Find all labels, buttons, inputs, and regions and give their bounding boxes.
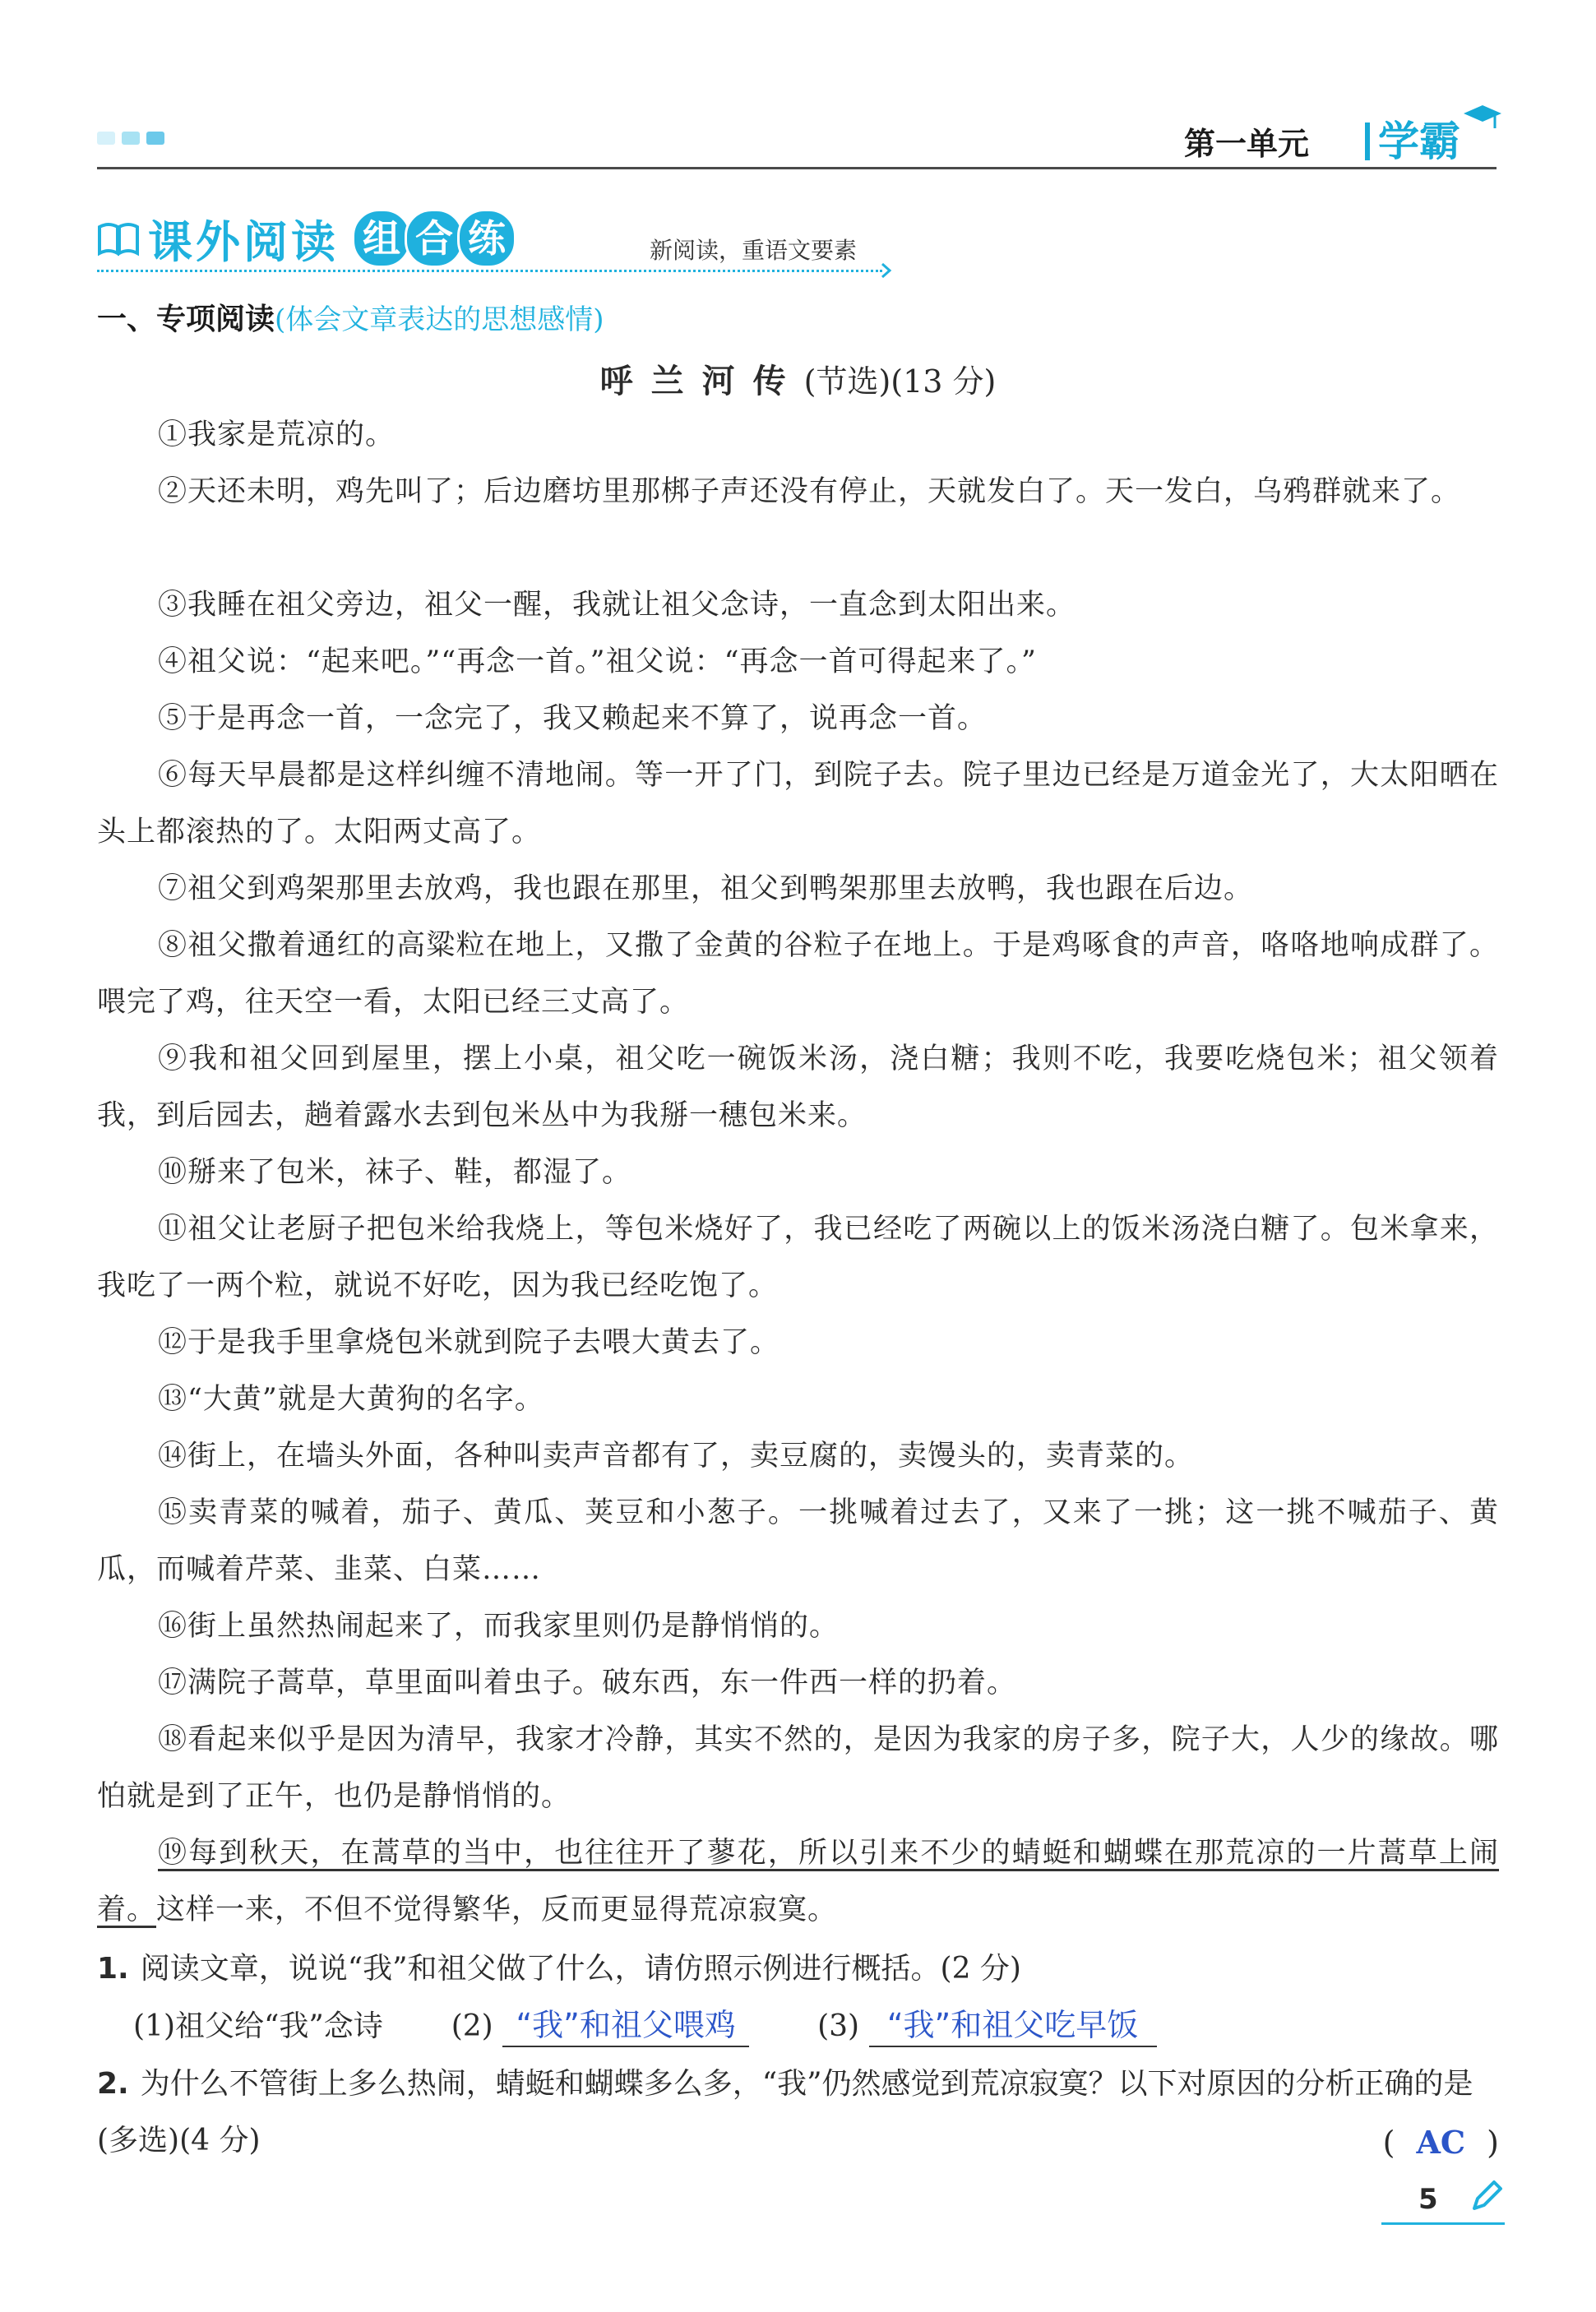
section-heading-text: 一、专项阅读 <box>97 303 275 336</box>
answer-label: (2) <box>451 2009 493 2043</box>
question-number: 2. <box>97 2067 129 2101</box>
banner-subtitle: 新阅读，重语文要素 <box>650 237 858 264</box>
dotted-divider <box>97 270 882 272</box>
unit-label: 第一单元 <box>1184 126 1310 162</box>
paragraph: ④祖父说：“起来吧。”“再念一首。”祖父说：“再念一首可得起来了。” <box>158 645 1037 678</box>
example-answer: (1)祖父给“我”念诗 <box>133 2009 383 2043</box>
pill-char: 练 <box>457 209 516 268</box>
paragraph: ⑩掰来了包米，袜子、鞋，都湿了。 <box>158 1156 632 1189</box>
article-title-suffix: (节选)(13 分) <box>803 363 997 400</box>
page-number: 5 <box>1418 2183 1438 2216</box>
question-number: 1. <box>97 1952 129 1986</box>
paragraph: ⑤于是再念一首，一念完了，我又赖起来不算了，说再念一首。 <box>158 702 988 735</box>
pill-char: 组 <box>352 209 411 268</box>
question-text: 阅读文章，说说“我”和祖父做了什么，请仿照示例进行概括。(2 分) <box>140 1952 1021 1986</box>
answer-label: (3) <box>817 2009 860 2043</box>
answer-bracket[interactable]: ( AC ) <box>1382 2124 1499 2161</box>
article-title <box>0 355 1596 402</box>
banner-title: 课外阅读 <box>148 215 339 268</box>
header-decoration <box>97 132 187 150</box>
underlined-sentence: ⑲每到秋天，在蒿草的当中，也往往开了蓼花，所以引来不少的蜻蜓和蝴蝶在那荒凉的一片蒿草上闹着。 <box>97 1837 1499 1926</box>
paragraph: ⑦祖父到鸡架那里去放鸡，我也跟在那里，祖父到鸭架那里去放鸭，我也跟在后边。 <box>158 872 1254 905</box>
question-text: 为什么不管街上多么热闹，蜻蜓和蝴蝶多么多，“我”仍然感觉到荒凉寂寞？以下对原因的分析正确的是(多选)(4 分) <box>97 2067 1473 2157</box>
question-1 <box>97 1940 1499 1997</box>
article-title-text: 呼兰河传 <box>599 362 804 400</box>
paragraph: ⑭街上，在墙头外面，各种叫卖声音都有了，卖豆腐的，卖馒头的，卖青菜的。 <box>158 1440 1195 1473</box>
open-book-icon <box>97 220 140 257</box>
paragraph: ⑧祖父撒着通红的高粱粒在地上，又撒了金黄的谷粒子在地上。于是鸡啄食的声音，咯咯地响成群了。喂完了鸡，往天空一看，太阳已经三丈高了。 <box>97 929 1499 1019</box>
banner-pill <box>352 209 510 268</box>
pill-char: 合 <box>405 209 464 268</box>
paragraph: ⑮卖青菜的喊着，茄子、黄瓜、荚豆和小葱子。一挑喊着过去了，又来了一挑；这一挑不喊茄子、黄瓜，而喊着芹菜、韭菜、白菜…… <box>97 1496 1499 1586</box>
choice-answer: AC <box>1416 2124 1466 2161</box>
header-divider <box>97 167 1497 169</box>
paragraph-19 <box>97 1825 1499 1939</box>
paragraph: ②天还未明，鸡先叫了；后边磨坊里那梆子声还没有停止，天就发白了。天一发白，乌鸦群就来了。 <box>158 475 1461 508</box>
paragraph: ①我家是荒凉的。 <box>158 418 396 451</box>
graduation-cap-icon <box>1462 102 1503 135</box>
answer-field[interactable]: “我”和祖父喂鸡 <box>502 2005 749 2047</box>
paragraph: ⑫于是我手里拿烧包米就到院子去喂大黄去了。 <box>158 1326 780 1359</box>
section-heading <box>97 296 604 338</box>
question-1-answers <box>133 1998 1535 2055</box>
paragraph: ⑬“大黄”就是大黄狗的名字。 <box>158 1383 544 1416</box>
paragraph: ⑯街上虽然热闹起来了，而我家里则仍是静悄悄的。 <box>158 1610 840 1643</box>
question-2 <box>97 2055 1499 2169</box>
paragraph: ⑱看起来似乎是因为清早，我家才冷静，其实不然的，是因为我家的房子多，院子大，人少的缘故。哪怕就是到了正午，也仍是静悄悄的。 <box>97 1723 1499 1813</box>
pencil-icon <box>1468 2179 1504 2215</box>
answer-field[interactable]: “我”和祖父吃早饭 <box>869 2005 1157 2047</box>
paragraph: ⑥每天早晨都是这样纠缠不清地闹。等一开了门，到院子去。院子里边已经是万道金光了，大太阳晒在头上都滚热的了。太阳两丈高了。 <box>97 759 1499 849</box>
paragraph: ⑰满院子蒿草，草里面叫着虫子。破东西，东一件西一样的扔着。 <box>158 1667 1017 1699</box>
arrow-icon <box>880 261 893 280</box>
brand-text: 学霸 <box>1378 118 1460 165</box>
section-banner <box>97 210 510 267</box>
paragraph-19-rest: 这样一来，不但不觉得繁华，反而更显得荒凉寂寞。 <box>156 1894 838 1926</box>
paragraph: ⑪祖父让老厨子把包米给我烧上，等包米烧好了，我已经吃了两碗以上的饭米汤浇白糖了。包米拿来，我吃了一两个粒，就说不好吃，因为我已经吃饱了。 <box>97 1213 1499 1302</box>
footer-divider <box>1381 2222 1505 2225</box>
section-note: (体会文章表达的思想感情) <box>275 303 604 336</box>
brand-logo <box>1365 109 1460 168</box>
paragraph: ③我睡在祖父旁边，祖父一醒，我就让祖父念诗，一直念到太阳出来。 <box>158 589 1076 622</box>
paragraph: ⑨我和祖父回到屋里，摆上小桌，祖父吃一碗饭米汤，浇白糖；我则不吃，我要吃烧包米；祖父领着我，到后园去，趟着露水去到包米丛中为我掰一穗包米来。 <box>97 1043 1499 1132</box>
